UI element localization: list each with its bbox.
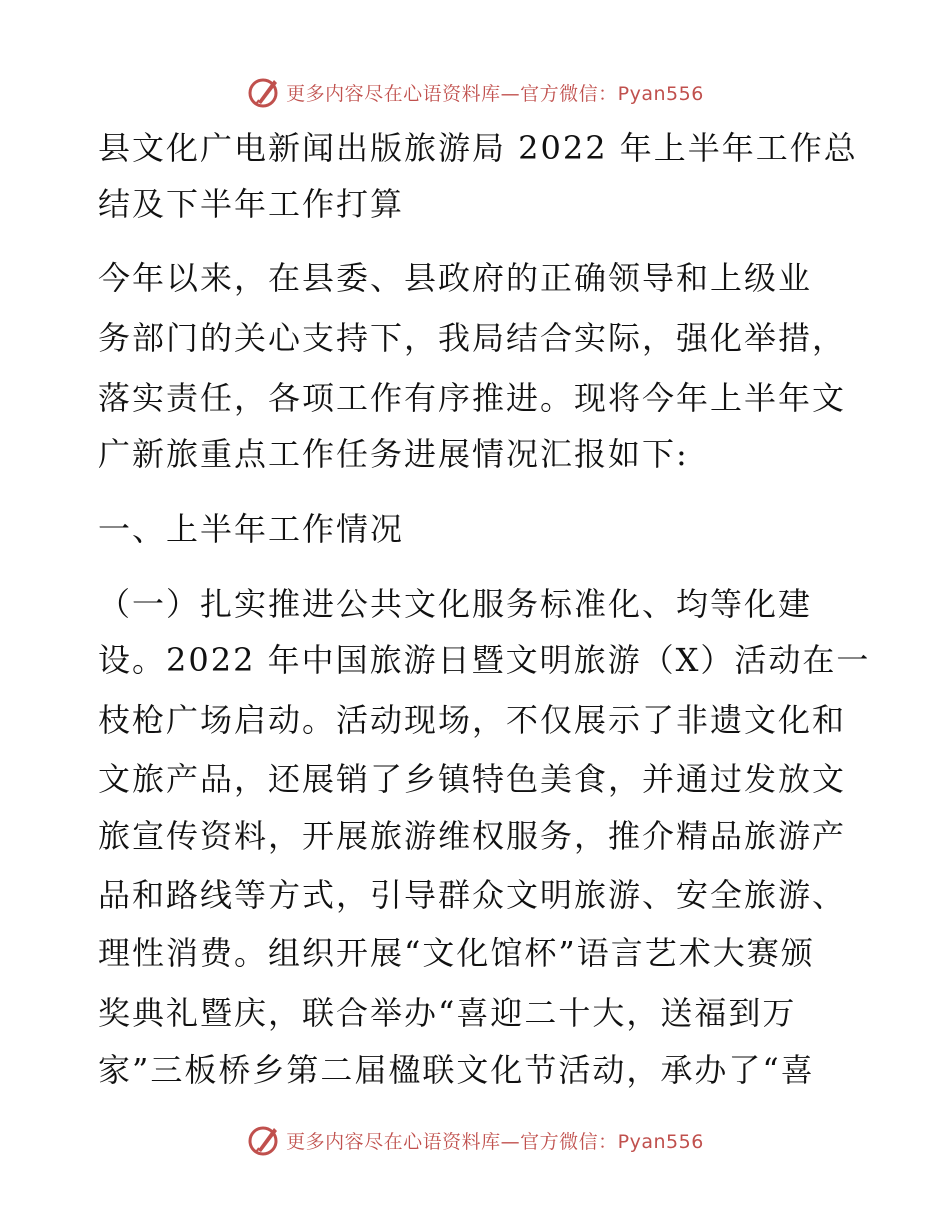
- section1-line-3: 枝枪广场启动。活动现场，不仅展示了非遗文化和: [98, 701, 847, 739]
- feather-pen-logo-icon: [246, 74, 282, 110]
- section1-line-6: 品和路线等方式，引导群众文明旅游、安全旅游、: [98, 876, 847, 914]
- document-title-line-2: 结及下半年工作打算: [98, 185, 405, 223]
- watermark-text: 更多内容尽在心语资料库—官方微信：Pyan556: [286, 82, 704, 105]
- document-title-line-1: 县文化广电新闻出版旅游局 2022 年上半年工作总: [98, 129, 858, 167]
- intro-line-3: 落实责任，各项工作有序推进。现将今年上半年文: [98, 379, 847, 417]
- section1-line-1: （一）扎实推进公共文化服务标准化、均等化建: [98, 585, 813, 623]
- section1-line-4: 文旅产品，还展销了乡镇特色美食，并通过发放文: [98, 760, 847, 798]
- footer-watermark: [0, 1120, 950, 1160]
- intro-line-4: 广新旅重点工作任务进展情况汇报如下:: [98, 435, 689, 473]
- section1-line-7: 理性消费。组织开展“文化馆杯”语言艺术大赛颁: [98, 934, 815, 972]
- intro-line-2: 务部门的关心支持下，我局结合实际，强化举措，: [98, 319, 847, 357]
- section1-line-2: 设。2022 年中国旅游日暨文明旅游（X）活动在一: [98, 641, 871, 679]
- watermark-text: 更多内容尽在心语资料库—官方微信：Pyan556: [286, 1130, 704, 1153]
- section1-line-8: 奖典礼暨庆，联合举办“喜迎二十大，送福到万: [98, 994, 797, 1032]
- section1-line-9: 家”三板桥乡第二届楹联文化节活动，承办了“喜: [98, 1051, 815, 1089]
- header-watermark: [0, 72, 950, 112]
- intro-line-1: 今年以来，在县委、县政府的正确领导和上级业: [98, 259, 813, 297]
- section1-line-5: 旅宣传资料，开展旅游维权服务，推介精品旅游产: [98, 817, 847, 855]
- feather-pen-logo-icon: [246, 1122, 282, 1158]
- section-heading: 一、上半年工作情况: [98, 510, 405, 548]
